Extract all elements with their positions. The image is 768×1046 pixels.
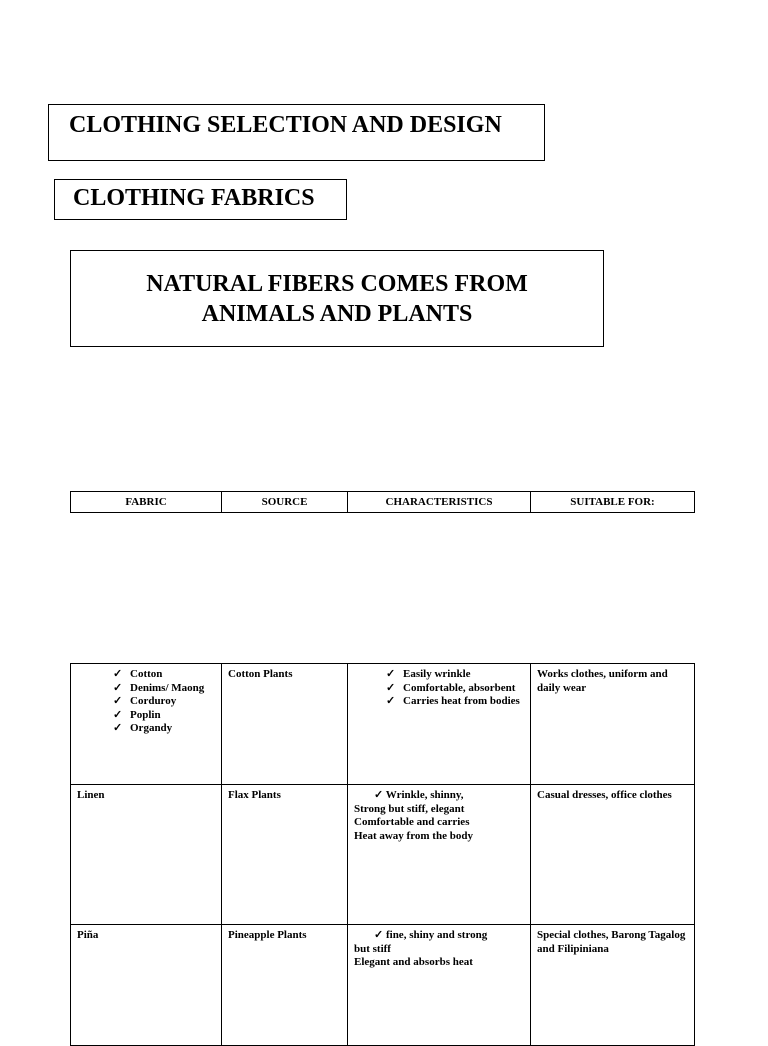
fabric-table — [70, 663, 695, 1046]
fabric-cell: Linen — [71, 785, 222, 925]
source-cell: Cotton Plants — [222, 664, 348, 785]
header-fabric: FABRIC — [71, 492, 222, 513]
list-item: ✓ Poplin — [113, 708, 161, 721]
characteristics-cell: ✓ Wrinkle, shinny, Strong but stiff, elegant Comfortable and carries Heat away from the body — [348, 785, 531, 925]
sub-title: CLOTHING FABRICS — [73, 185, 315, 211]
characteristics-cell — [348, 664, 531, 785]
check-icon: ✓ — [386, 681, 396, 694]
suitable-cell: Casual dresses, office clothes — [531, 785, 695, 925]
source-cell: Flax Plants — [222, 785, 348, 925]
table-row — [71, 925, 695, 1046]
header-characteristics: CHARACTERISTICS — [348, 492, 531, 513]
check-icon: ✓ — [386, 695, 396, 707]
title-box-natural-fibers — [70, 250, 604, 347]
suitable-cell: Special clothes, Barong Tagalog and Filipiniana — [531, 925, 695, 1046]
check-icon: ✓ — [374, 789, 384, 801]
list-item: ✓ Carries heat from bodies — [386, 695, 520, 707]
main-title: CLOTHING SELECTION AND DESIGN — [69, 112, 502, 138]
table-header — [70, 491, 695, 513]
source-cell: Pineapple Plants — [222, 925, 348, 1046]
check-icon: ✓ — [113, 668, 123, 680]
list-item: ✓ Easily wrinkle — [386, 668, 471, 680]
fabric-cell: Piña — [71, 925, 222, 1046]
list-item: ✓ Corduroy — [113, 695, 177, 707]
title-box-sub — [54, 179, 347, 220]
check-icon: ✓ — [113, 681, 123, 694]
table-row — [71, 785, 695, 925]
check-icon: ✓ — [386, 668, 396, 680]
natural-fibers-line-1: NATURAL FIBERS COMES FROM — [146, 271, 528, 297]
list-item: ✓ Cotton — [113, 668, 163, 680]
check-icon: ✓ — [113, 722, 123, 734]
check-icon: ✓ — [374, 929, 384, 941]
list-item: ✓ Denims/ Maong — [113, 681, 205, 694]
title-box-main — [48, 104, 545, 161]
fabric-cell — [71, 664, 222, 785]
table-row — [71, 664, 695, 785]
check-icon: ✓ — [113, 695, 123, 707]
natural-fibers-line-2: ANIMALS AND PLANTS — [201, 301, 473, 327]
suitable-cell: Works clothes, uniform and daily wear — [531, 664, 695, 785]
check-icon: ✓ — [113, 708, 123, 721]
header-suitable-for: SUITABLE FOR: — [531, 492, 695, 513]
header-source: SOURCE — [222, 492, 348, 513]
characteristics-cell: ✓ fine, shiny and strong but stiff Elegant and absorbs heat — [348, 925, 531, 1046]
list-item: ✓ Comfortable, absorbent — [386, 681, 516, 694]
list-item: ✓ Organdy — [113, 722, 173, 734]
